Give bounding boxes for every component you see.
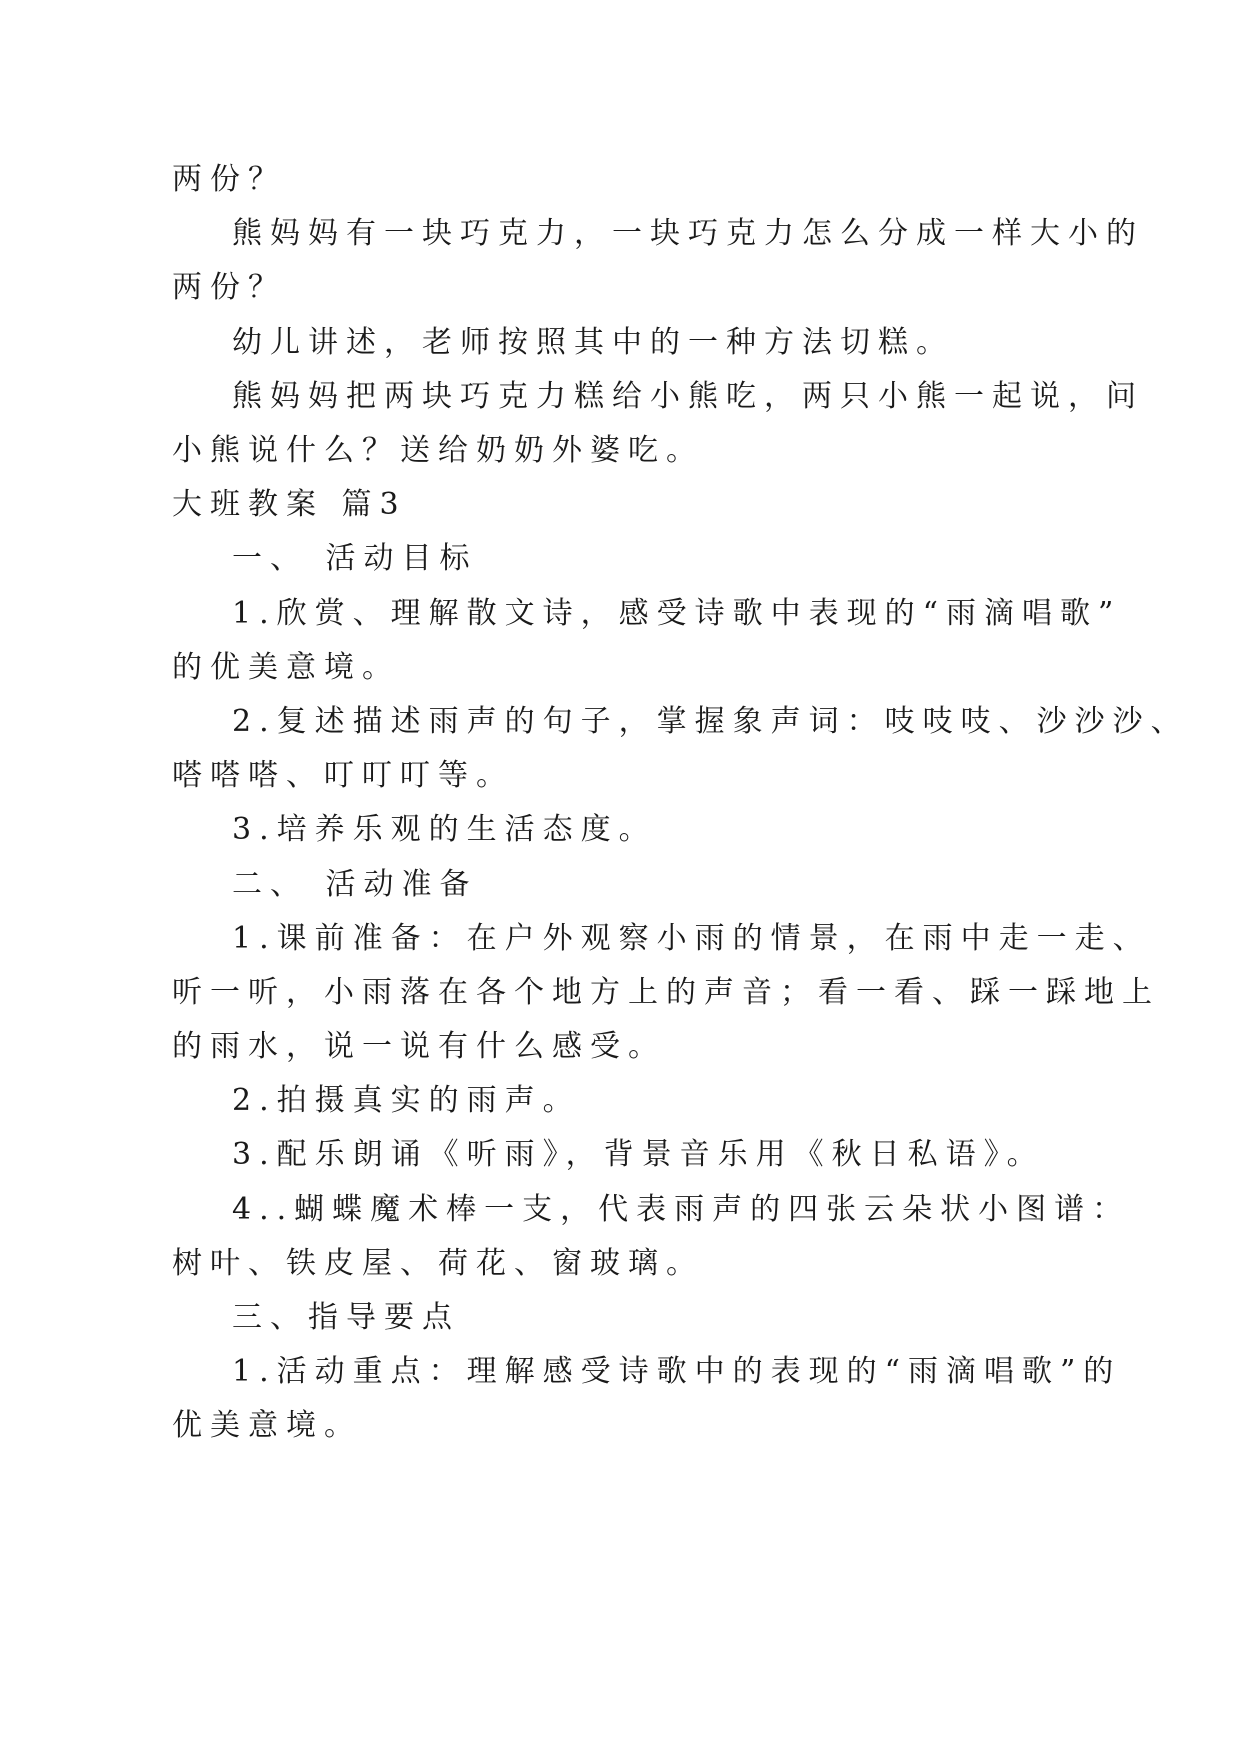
paragraph-line: 熊妈妈把两块巧克力糕给小熊吃，两只小熊一起说，问 [232, 379, 1144, 414]
subsection-heading: 一、 活动目标 [232, 541, 478, 576]
paragraph-line: 优美意境。 [172, 1408, 362, 1443]
subsection-heading: 三、指导要点 [232, 1300, 460, 1335]
paragraph-line: 的雨水，说一说有什么感受。 [172, 1029, 666, 1064]
section-heading: 大班教案 篇3 [172, 487, 407, 522]
subsection-heading: 二、 活动准备 [232, 867, 478, 902]
paragraph-line: 2.复述描述雨声的句子，掌握象声词：吱吱吱、沙沙沙、 [232, 704, 1189, 739]
paragraph-line: 3.培养乐观的生活态度。 [232, 812, 657, 847]
paragraph-line: 树叶、铁皮屋、荷花、窗玻璃。 [172, 1246, 704, 1281]
paragraph-line: 1.活动重点：理解感受诗歌中的表现的“雨滴唱歌”的 [232, 1354, 1122, 1389]
paragraph-line: 2.拍摄真实的雨声。 [232, 1083, 581, 1118]
paragraph-line: 两份？ [172, 270, 286, 305]
paragraph-line: 熊妈妈有一块巧克力，一块巧克力怎么分成一样大小的 [232, 216, 1144, 251]
paragraph-line: 的优美意境。 [172, 650, 400, 685]
paragraph-line: 听一听，小雨落在各个地方上的声音；看一看、踩一踩地上 [172, 975, 1160, 1010]
paragraph-line: 幼儿讲述，老师按照其中的一种方法切糕。 [232, 325, 954, 360]
paragraph-line: 1.课前准备：在户外观察小雨的情景，在雨中走一走、 [232, 921, 1151, 956]
paragraph-line: 嗒嗒嗒、叮叮叮等。 [172, 758, 514, 793]
paragraph-line: 1.欣赏、理解散文诗，感受诗歌中表现的“雨滴唱歌” [232, 596, 1122, 631]
paragraph-line: 两份？ [172, 162, 286, 197]
paragraph-line: 3.配乐朗诵《听雨》，背景音乐用《秋日私语》。 [232, 1137, 1045, 1172]
paragraph-line: 4..蝴蝶魔术棒一支，代表雨声的四张云朵状小图谱： [232, 1192, 1131, 1227]
paragraph-line: 小熊说什么？送给奶奶外婆吃。 [172, 433, 704, 468]
